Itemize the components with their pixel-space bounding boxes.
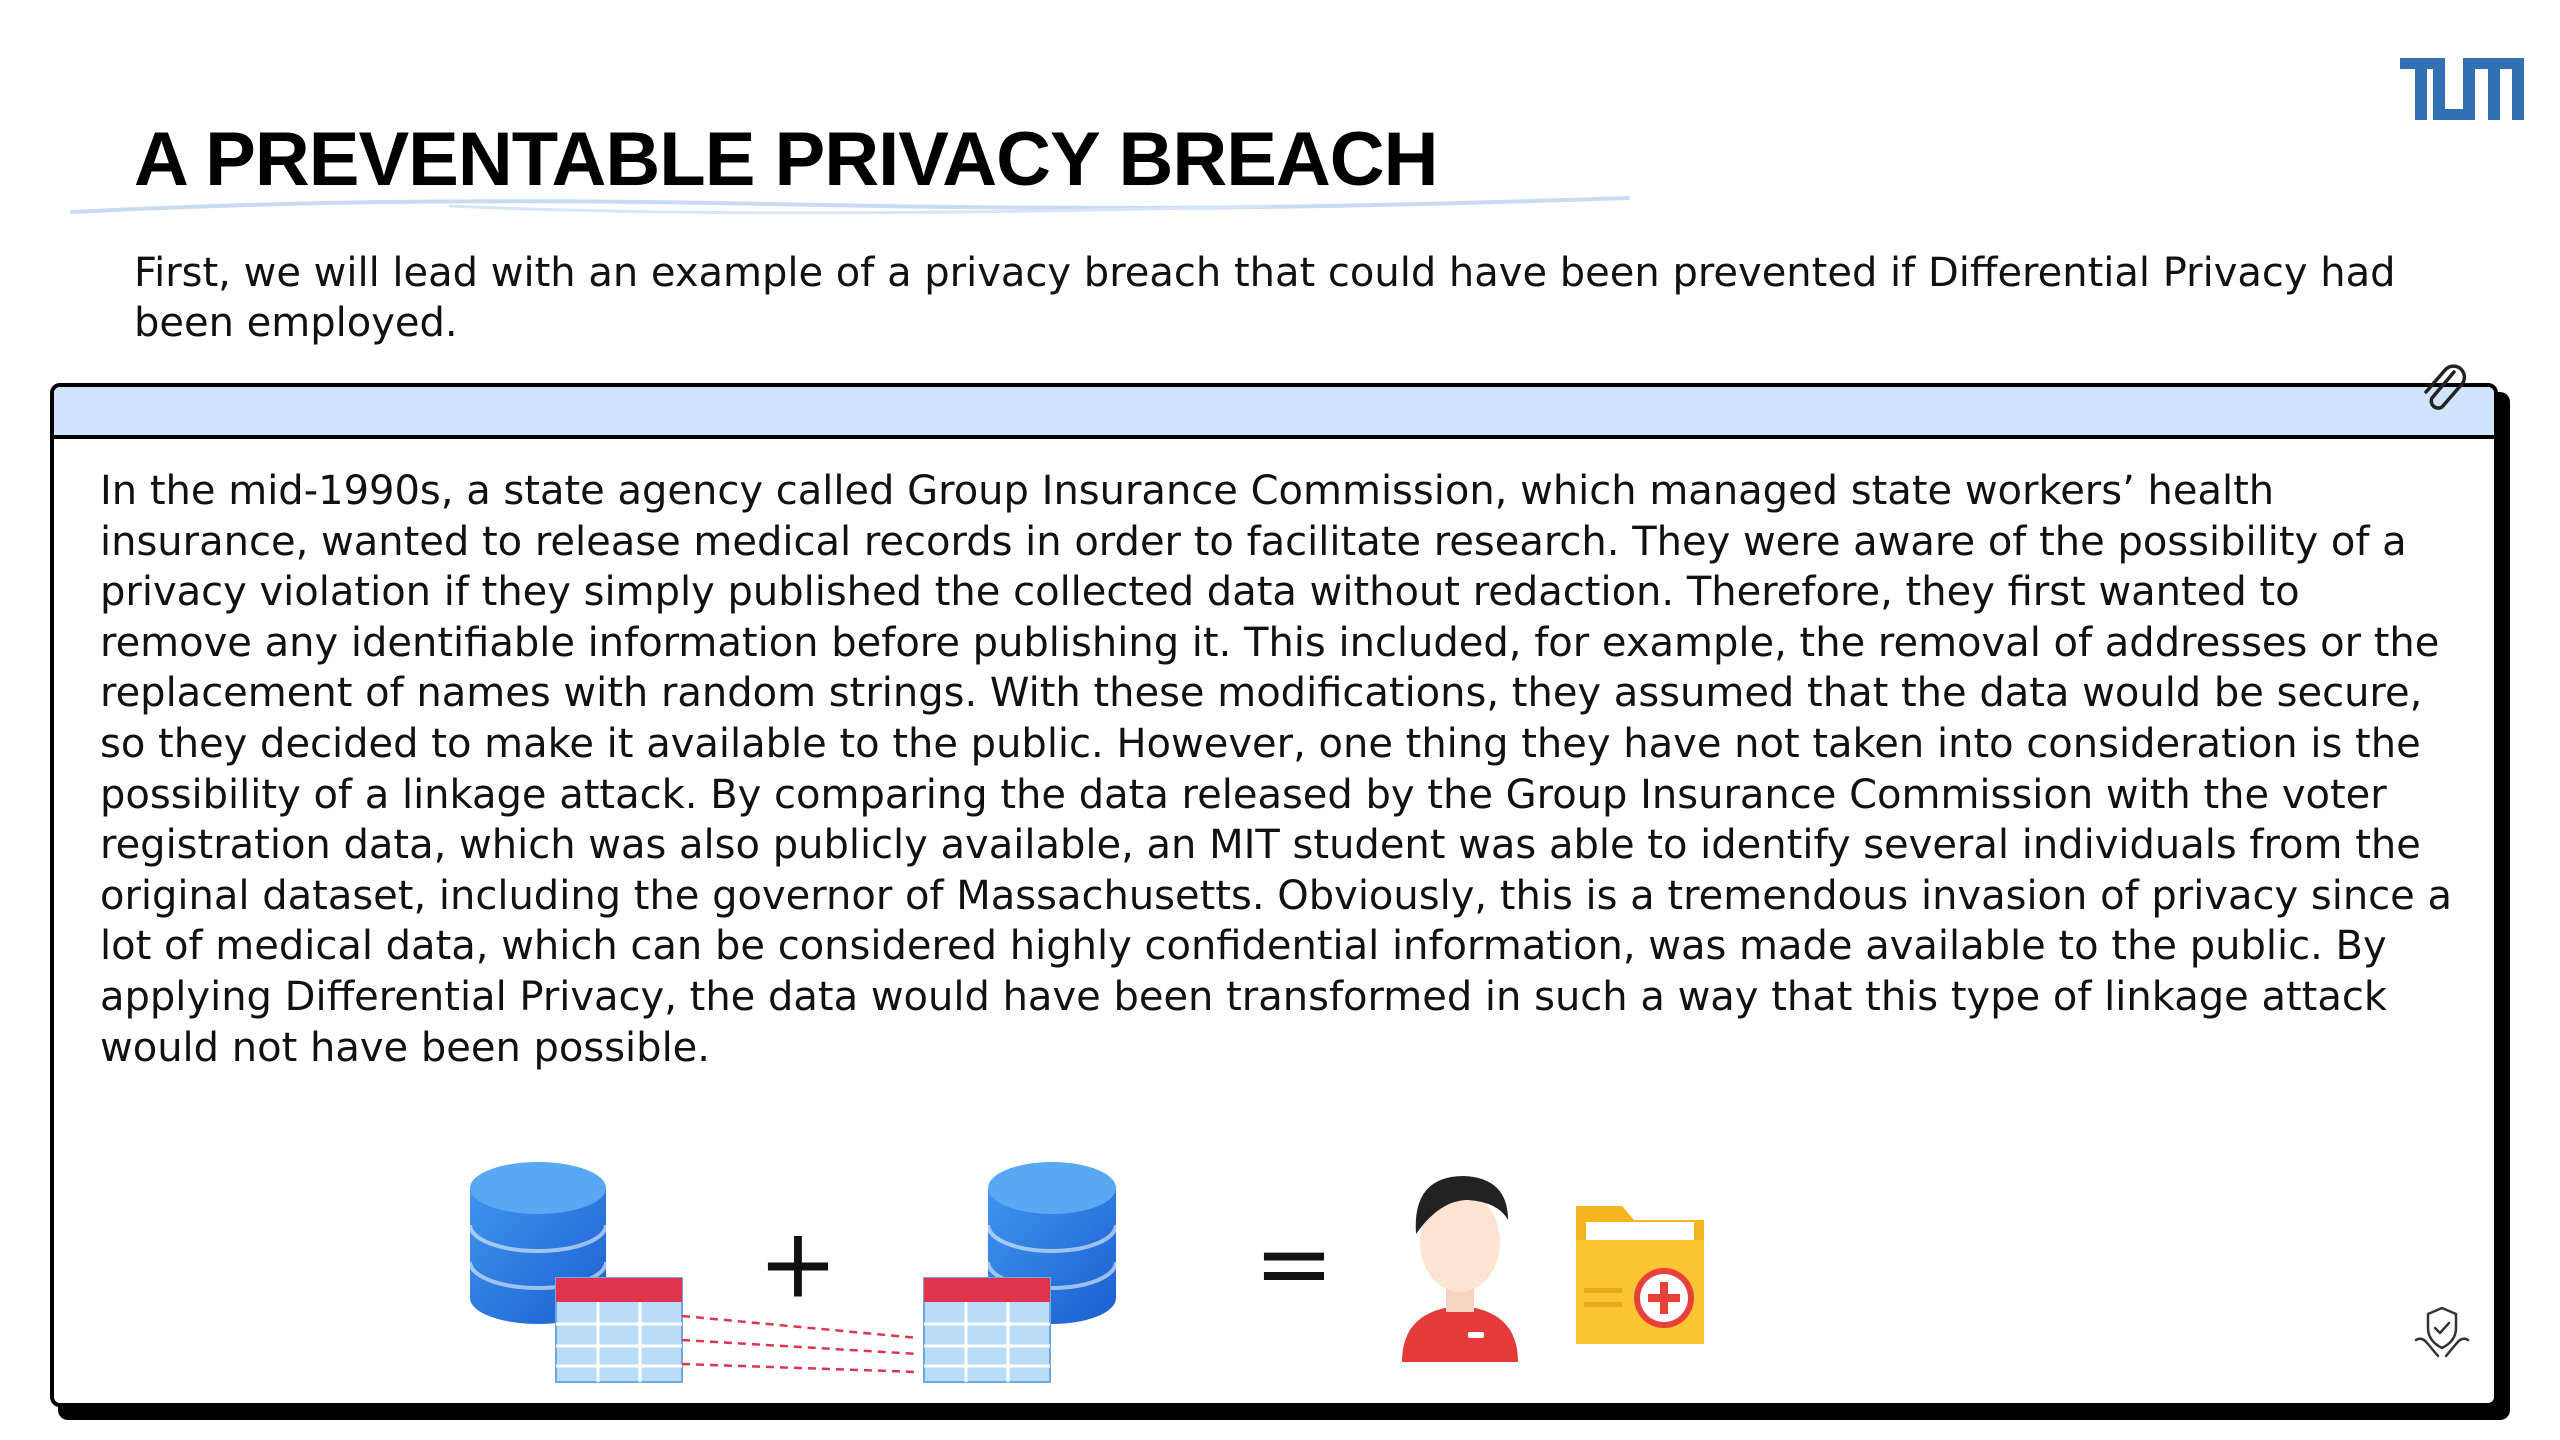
table-icon <box>924 1278 1050 1382</box>
card-header-band <box>54 387 2494 439</box>
tum-logo-bar-m-right <box>2512 58 2524 120</box>
person-icon <box>1402 1176 1518 1362</box>
tum-logo <box>2400 58 2524 120</box>
tum-logo-bar-m-middle <box>2488 58 2500 120</box>
equals-symbol: = <box>1253 1207 1335 1320</box>
linkage-lines <box>682 1316 918 1372</box>
title-underline <box>70 190 1630 220</box>
tum-logo-bar-t-stem <box>2415 58 2427 120</box>
medical-folder-icon <box>1576 1206 1704 1344</box>
linkage-attack-illustration <box>460 1160 1820 1400</box>
table-icon <box>556 1278 682 1382</box>
plus-symbol: + <box>757 1207 839 1320</box>
shield-hands-icon <box>2410 1300 2474 1364</box>
paperclip-icon <box>2414 362 2478 426</box>
intro-text: First, we will lead with an example of a privacy breach that could have been prevented if Differential Privacy had been employed. <box>134 250 2396 346</box>
page-title: A PREVENTABLE PRIVACY BREACH <box>134 117 1438 202</box>
card-body-text: In the mid-1990s, a state agency called Group Insurance Commission, which managed state workers’ health insurance, wanted to release medical records in order to facilitate research. They were aware of the possibility of a privacy violation if they simply published the collected data without redaction. Therefore, they first wanted to remove any identifiable information before publishing it. This included, for example, the removal of addresses or the replacement of names with random strings. With these modifications, they assumed that the data would be secure, so they decided to make it available to the public. However, one thing they have not taken into consideration is the possibility of a linkage attack. By comparing the data released by the Group Insurance Commission with the voter registration data, which was also publicly available, an MIT student was able to identify several individuals from the original dataset, including the governor of Massachusetts. Obviously, this is a tremendous invasion of privacy since a lot of medical data, which can be considered highly confidential information, was made available to the public. By applying Differential Privacy, the data would have been transformed in such a way that this type of linkage attack would not have been possible. <box>100 468 2453 1071</box>
